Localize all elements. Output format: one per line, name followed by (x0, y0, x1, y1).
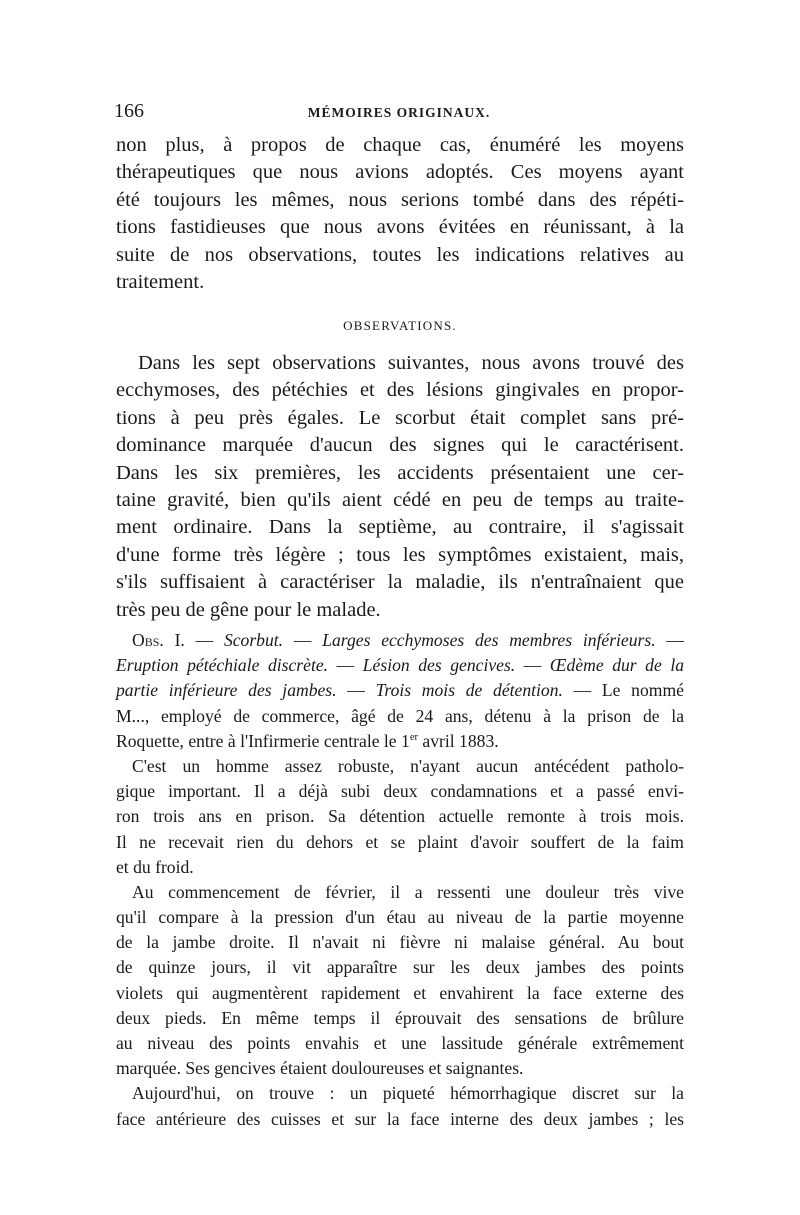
text-line: dominance marquée d'aucun des signes qui le caractérisent. (116, 434, 684, 457)
text-line (116, 729, 684, 754)
text-line: marquée. Ses gencives étaient douloureuses et saignantes. (116, 1058, 524, 1079)
text-line: thérapeutiques que nous avions adoptés. Ces moyens ayant (116, 161, 684, 184)
observation-title-line (116, 678, 684, 703)
title-fragment: Trois mois de détention. (375, 680, 563, 701)
text-line: au niveau des points envahis et une lassitude générale extrêmement (116, 1033, 684, 1053)
text-line: suite de nos observations, toutes les indications relatives au (116, 243, 684, 266)
page-number: 166 (114, 100, 144, 122)
section-heading: OBSERVATIONS. (343, 318, 457, 333)
text-line: traitement. (116, 270, 205, 293)
text-line: Dans les six premières, les accidents présentaient une cer- (116, 461, 684, 484)
intro-paragraph (116, 132, 684, 296)
dash: — (293, 630, 312, 650)
observation-title-line (116, 628, 684, 653)
text-line: de la jambe droite. Il n'avait ni fièvre ni malaise général. Au bout (116, 932, 684, 953)
text-line: Aujourd'hui, on trouve : un piqueté hémorrhagique discret sur la (132, 1083, 684, 1104)
text-line: C'est un homme assez robuste, n'ayant aucun antécédent patholo- (132, 755, 684, 776)
title-fragment: Scorbut. (223, 630, 284, 650)
text-line: été toujours les mêmes, nous serions tombé dans des répéti- (116, 188, 684, 211)
title-fragment: Lésion des gencives. (362, 655, 516, 676)
title-fragment: partie inférieure des jambes. (116, 680, 337, 701)
text-fragment: avril 1883. (418, 730, 499, 751)
text-line: Dans les sept observations suivantes, nous avons trouvé des (138, 352, 684, 374)
text-line: très peu de gêne pour le malade. (116, 598, 381, 621)
dash: — (347, 680, 365, 701)
text-line: non plus, à propos de chaque cas, énuméré les moyens (116, 134, 684, 156)
text-line: taine gravité, bien qu'ils aient cédé en peu de temps au traite- (116, 488, 684, 511)
text-line: gique important. Il a déjà subi deux condamnations et a passé envi- (116, 781, 684, 802)
dash: — (523, 655, 542, 676)
text-line: face antérieure des cuisses et sur la face interne des deux jambes ; les (116, 1108, 684, 1129)
text-line: d'une forme très légère ; tous les symptômes existaient, mais, (116, 543, 684, 566)
text-line: ron trois ans en prison. Sa détention actuelle remonte à trois mois. (116, 806, 684, 827)
obs-label: Obs. (132, 630, 164, 650)
running-title: MÉMOIRES ORIGINAUX. (307, 105, 491, 120)
title-fragment: Le nommé (601, 680, 684, 701)
text-line: Il ne recevait rien du dehors et se plaint d'avoir souffert de la faim (116, 831, 684, 852)
text-line: tions fastidieuses que nous avons évitées en réunissant, à la (116, 216, 684, 239)
summary-paragraph (116, 350, 684, 624)
superscript: er (409, 731, 419, 743)
dash: — (336, 655, 355, 676)
text-line: ecchymoses, des pétéchies et des lésions gingivales en propor- (116, 379, 684, 402)
text-line: de quinze jours, il vit apparaître sur les deux jambes des points (116, 957, 684, 978)
text-line: ment ordinaire. Dans la septième, au contraire, il s'agissait (116, 516, 684, 539)
title-fragment: Œdème dur de la (549, 655, 685, 676)
dash: — (666, 630, 684, 650)
dash: — (573, 680, 592, 701)
text-line: et du froid. (116, 856, 194, 877)
text-line: deux pieds. En même temps il éprouvait des sensations de brûlure (116, 1007, 684, 1028)
title-fragment: Larges ecchymoses des membres inférieurs. (322, 630, 656, 650)
text-line: qu'il compare à la pression d'un étau au niveau de la partie moyenne (116, 907, 684, 928)
text-line: Au commencement de février, il a ressenti une douleur très vive (132, 881, 684, 902)
text-line: tions à peu près égales. Le scorbut était complet sans pré- (116, 406, 684, 429)
text-fragment: Roquette, entre à l'Infirmerie centrale le 1 (116, 730, 410, 751)
text-line: violets qui augmentèrent rapidement et envahirent la face externe des (116, 982, 684, 1003)
text-line: s'ils suffisaient à caractériser la maladie, ils n'entraînaient que (116, 571, 684, 594)
observation-1 (116, 628, 684, 1132)
observation-title-line (116, 653, 684, 678)
text-line: M..., employé de commerce, âgé de 24 ans, détenu à la prison de la (116, 705, 684, 726)
obs-number: I. — (174, 630, 214, 650)
running-head (114, 100, 684, 124)
title-fragment: Eruption pétéchiale discrète. (116, 655, 329, 676)
